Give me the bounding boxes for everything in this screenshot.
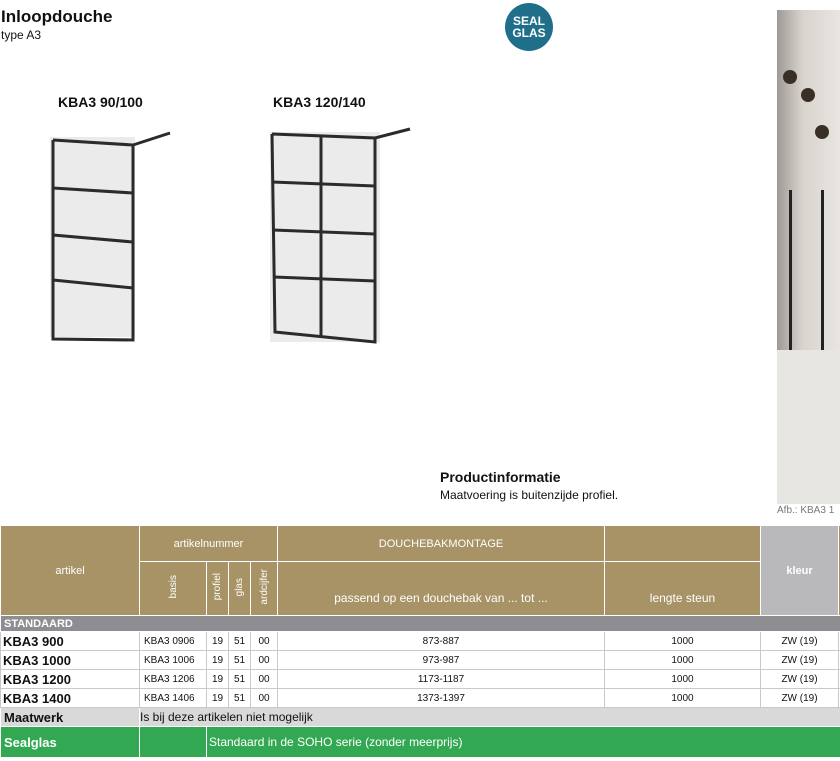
header-passend: passend op een douchebak van ... tot ... [278,562,605,616]
header-douchebakmontage: DOUCHEBAKMONTAGE [278,526,605,562]
header-empty [605,526,761,562]
model-label-120-140: KBA3 120/140 [273,94,366,110]
cell-passend: 973-987 [278,651,605,670]
table-row [1,651,840,670]
sealglas-text: Standaard in de SOHO serie (zonder meerprijs) [207,727,840,758]
model-label-90-100: KBA3 90/100 [58,94,143,110]
header-artikel: artikel [1,526,140,616]
cell-ardcijfer: 00 [251,670,278,689]
header-glas [229,562,251,616]
article-table [0,525,840,758]
cell-artikel: KBA3 1400 [1,689,140,708]
cell-kleur: ZW (19) [761,670,839,689]
cell-kleur: ZW (19) [761,632,839,651]
cell-lengte: 1000 [605,632,761,651]
cell-passend: 873-887 [278,632,605,651]
header-profiel-label: profiel [212,573,223,601]
page-title: Inloopdouche [1,7,113,26]
maatwerk-text: Is bij deze artikelen niet mogelijk [140,708,840,727]
photo-caption: Afb.: KBA3 1 [777,505,835,516]
sealglas-row [1,727,840,758]
header-glas-label: glas [234,577,245,597]
product-photo [777,10,840,504]
sealglas-spacer [140,727,207,758]
sealglas-logo [505,3,553,51]
cell-basis: KBA3 1406 [140,689,207,708]
cell-glas: 51 [229,670,251,689]
productinfo-title: Productinformatie [440,469,561,485]
cell-passend: 1173-1187 [278,670,605,689]
cell-lengte: 1000 [605,670,761,689]
cell-lengte: 1000 [605,651,761,670]
cell-artikel: KBA3 900 [1,632,140,651]
cell-ardcijfer: 00 [251,632,278,651]
sealglas-label: Sealglas [1,727,140,758]
table-row [1,689,840,708]
header-kleur: kleur [761,526,839,616]
shower-panel-drawing-120-140 [262,120,422,345]
maatwerk-label: Maatwerk [1,708,140,727]
header-ardcijfer-label: ardcijfer [258,569,270,605]
cell-passend: 1373-1397 [278,689,605,708]
cell-artikel: KBA3 1000 [1,651,140,670]
table-row [1,670,840,689]
logo-line-2: GLAS [512,26,546,40]
cell-profiel: 19 [207,689,229,708]
cell-kleur: ZW (19) [761,689,839,708]
logo-line-1: SEAL [512,14,545,28]
table-row [1,632,840,651]
cell-glas: 51 [229,689,251,708]
cell-lengte: 1000 [605,689,761,708]
maatwerk-row [1,708,840,727]
cell-ardcijfer: 00 [251,651,278,670]
cell-glas: 51 [229,632,251,651]
cell-profiel: 19 [207,670,229,689]
page-subtitle: type A3 [1,28,42,42]
cell-kleur: ZW (19) [761,651,839,670]
cell-basis: KBA3 0906 [140,632,207,651]
cell-artikel: KBA3 1200 [1,670,140,689]
productinfo-text: Maatvoering is buitenzijde profiel. [440,488,619,502]
cell-glas: 51 [229,651,251,670]
header-basis-label: basis [167,575,179,599]
section-standaard: STANDAARD [1,616,840,632]
cell-profiel: 19 [207,651,229,670]
header-artikelnummer: artikelnummer [140,526,278,562]
cell-ardcijfer: 00 [251,689,278,708]
cell-basis: KBA3 1206 [140,670,207,689]
header-lengte-steun: lengte steun [605,562,761,616]
header-profiel [207,562,229,616]
header-ardcijfer [251,562,278,616]
header-basis [140,562,207,616]
cell-basis: KBA3 1006 [140,651,207,670]
shower-panel-drawing-90-100 [45,125,180,345]
cell-profiel: 19 [207,632,229,651]
